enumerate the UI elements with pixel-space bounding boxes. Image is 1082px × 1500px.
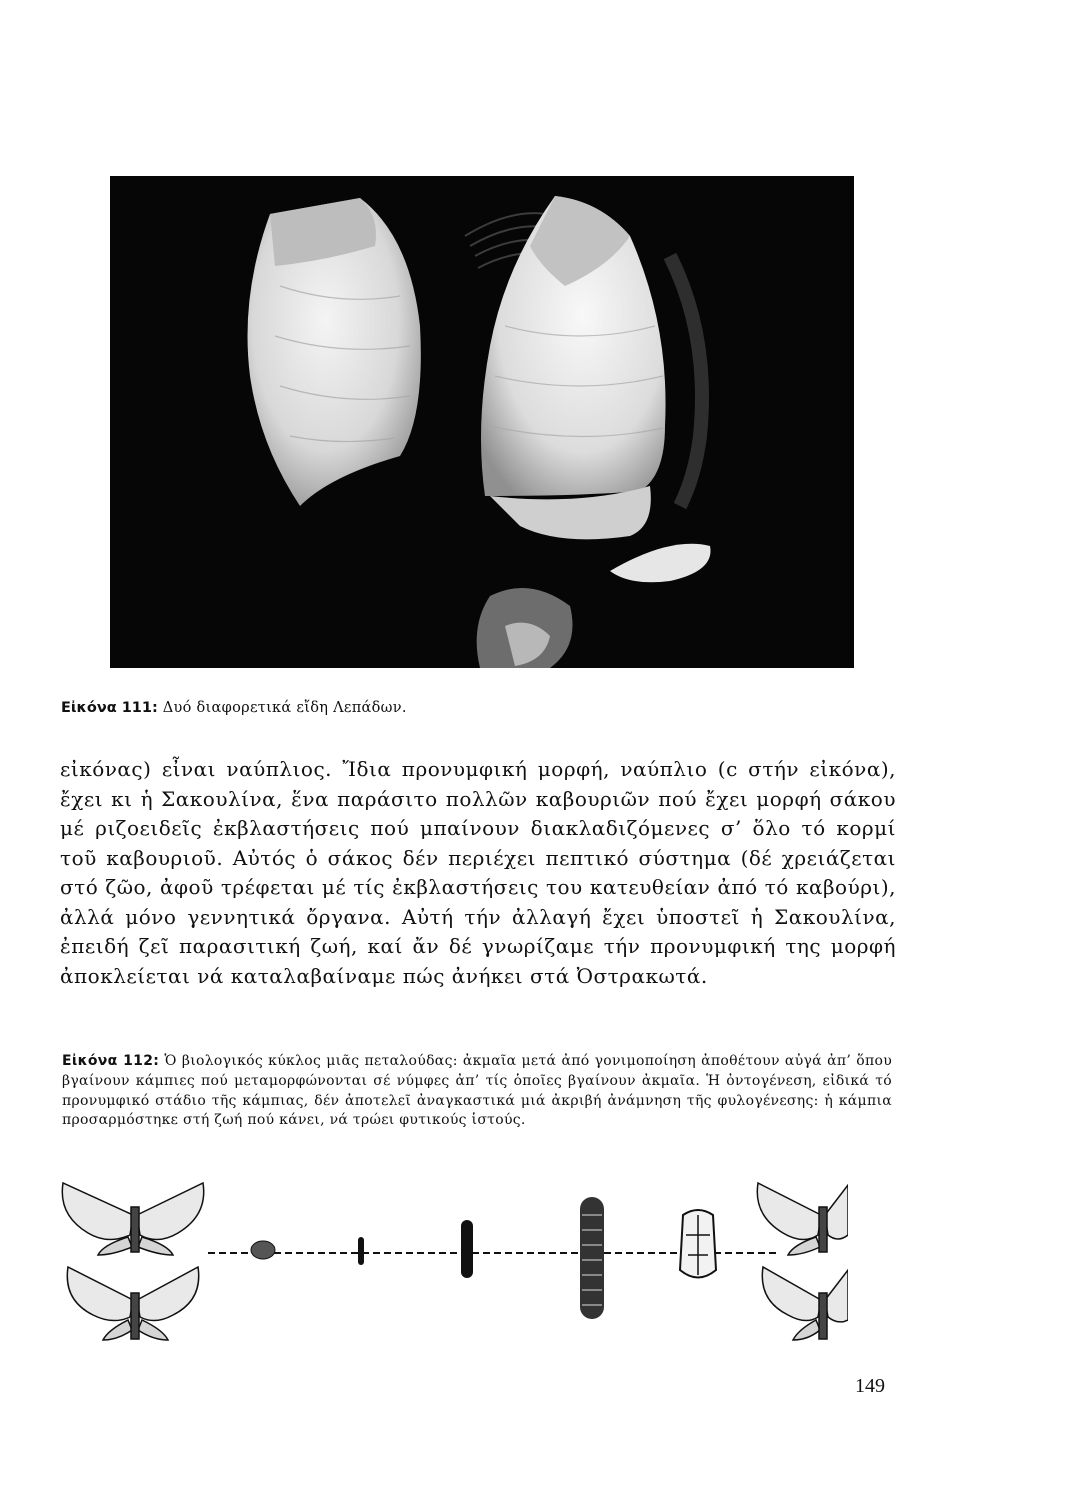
- larva-medium-icon: [461, 1220, 473, 1278]
- figure-112-caption: [62, 1052, 892, 1131]
- barnacles-photo-illustration: [110, 176, 854, 668]
- figure-111-label: Εἰκόνα 111:: [61, 700, 158, 716]
- pupa-icon: [680, 1210, 716, 1278]
- figure-112-label: Εἰκόνα 112:: [62, 1053, 160, 1069]
- figure-111-caption-text: Δυό διαφορετικά εἴδη Λεπάδων.: [162, 700, 407, 716]
- adult-moth-icon: [67, 1267, 198, 1340]
- larva-small-icon: [358, 1237, 364, 1265]
- figure-111-photo: [110, 176, 854, 668]
- caterpillar-icon: [580, 1197, 604, 1319]
- figure-112-caption-text: Ὁ βιολογικός κύκλος μιᾶς πεταλούδας: ἀκμαῖα μετά ἀπό γονιμοποίηση ἀποθέτουν αὐγά ἀπ’ ὅπου βγαίνουν κάμπιες πού μεταμορφώνονται σέ νύμφες ἀπ’ τίς ὁποῖες βγαίνουν ἀκμαῖα. Ἡ ὀντογένεση, εἰδικά τό προνυμφικό στάδιο τῆς κάμπιας, δέν ἀποτελεῖ ἀναγκαστικά μιά ἀκριβή ἀνάμνηση τῆς φυλογένεσης: ἡ κάμπια προσαρμόστηκε στή ζωή πού κάνει, νά τρώει φυτικούς ἱστούς.: [62, 1053, 893, 1129]
- egg-icon: [251, 1241, 275, 1259]
- page-number: 149: [855, 1375, 885, 1397]
- adult-moth-icon: [62, 1183, 203, 1255]
- adult-moth-icon: [757, 1183, 848, 1255]
- adult-moth-icon: [762, 1267, 848, 1340]
- figure-111-caption: [61, 698, 407, 719]
- butterfly-life-cycle-illustration: [58, 1175, 848, 1360]
- body-paragraph: εἰκόνας) εἶναι ναύπλιος. Ἴδια προνυμφική μορφή, ναύπλιο (c στήν εἰκόνα), ἔχει κι ἡ Σακουλίνα, ἕνα παράσιτο πολλῶν καβουριῶν πού ἔχει μορφή σάκου μέ ριζοειδεῖς ἐκβλαστήσεις πού μπαίνουν διακλαδιζόμενες σ’ ὅλο τό κορμί τοῦ καβουριοῦ. Αὐτός ὁ σάκος δέν περιέχει πεπτικό σύστημα (δέ χρειάζεται στό ζῶο, ἀφοῦ τρέφεται μέ τίς ἐκβλαστήσεις του κατευθείαν ἀπό τό καβούρι), ἀλλά μόνο γεννητικά ὄργανα. Αὐτή τήν ἀλλαγή ἔχει ὑποστεῖ ἡ Σακουλίνα, ἐπειδή ζεῖ παρασιτική ζωή, καί ἄν δέ γνωρίζαμε τήν προνυμφική της μορφή ἀποκλείεται νά καταλαβαίναμε πώς ἀνήκει στά Ὀστρακωτά.: [60, 757, 896, 988]
